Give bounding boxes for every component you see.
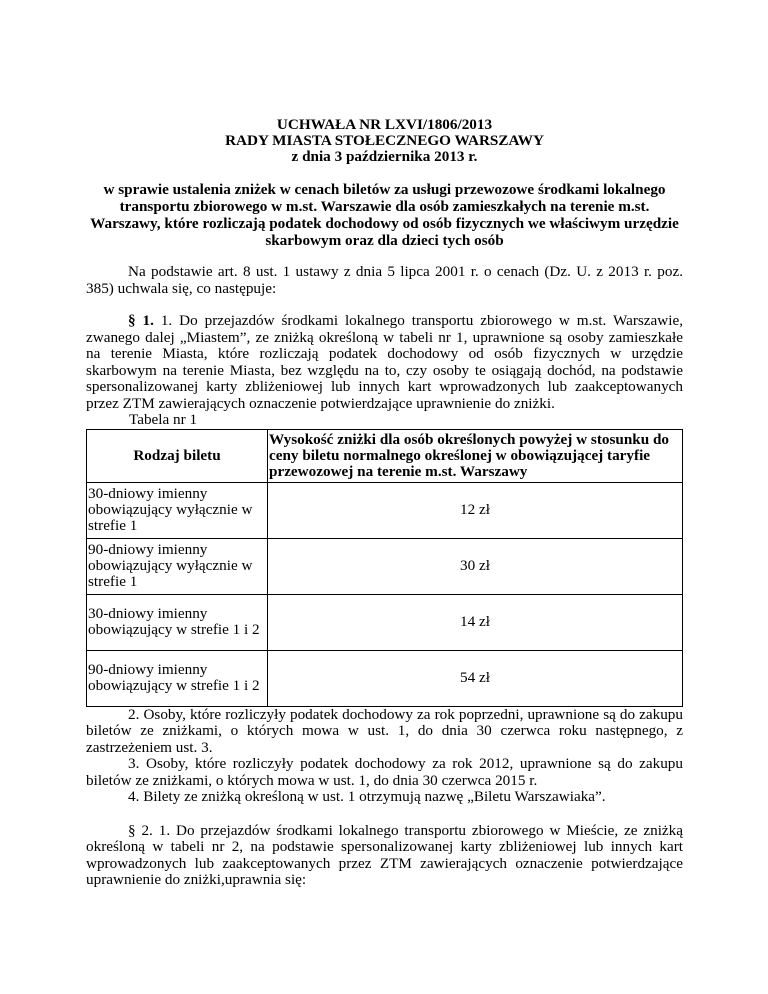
section-2-point-1: [86, 823, 683, 889]
discount-cell: 54 zł: [268, 650, 683, 706]
section-1-point-4: 4. Bilety ze zniżką określoną w ust. 1 otrzymują nazwę „Biletu Warszawiaka”.: [128, 788, 606, 805]
council-name: RADY MIASTA STOŁECZNEGO WARSZAWY: [225, 132, 544, 149]
table-row: [87, 482, 683, 538]
table-row: [87, 538, 683, 594]
section-1-point-2: 2. Osoby, które rozliczyły podatek dochodowy za rok poprzedni, uprawnione są do zakupu biletów ze zniżkami, o których mowa w ust. 1, do dnia 30 czerwca roku następnego, z zastrzeżeniem ust. 3.: [86, 705, 683, 756]
discount-cell: 14 zł: [268, 594, 683, 650]
discount-cell: 30 zł: [268, 538, 683, 594]
ticket-type-cell: 30-dniowy imienny obowiązujący wyłącznie w strefie 1: [87, 482, 268, 538]
section-1-point-1: [86, 313, 683, 412]
section-1-point-3: 3. Osoby, które rozliczyły podatek dochodowy za rok 2012, uprawnione są do zakupu biletów ze zniżkami, o których mowa w ust. 1, do dnia 30 czerwca 2015 r.: [86, 755, 683, 789]
column-header-ticket-type: Rodzaj biletu: [87, 429, 268, 482]
section-1-mark: § 1.: [128, 312, 154, 329]
resolution-subject: w sprawie ustalenia zniżek w cenach biletów za usługi przewozowe środkami lokalnego transportu zbiorowego w m.st. Warszawie dla osób zamieszkałych na terenie m.st. Warszawy, które rozliczają podatek dochodowy od osób fizycznych we właściwym urzędzie skarbowym oraz dla dzieci tych osób: [90, 181, 679, 249]
resolution-number: UCHWAŁA NR LXVI/1806/2013: [276, 116, 493, 133]
section-1-point-1-text: 1. Do przejazdów środkami lokalnego transportu zbiorowego w m.st. Warszawie, zwanego dalej „Miastem”, ze zniżką określoną w tabeli nr 1, uprawnione są osoby zamieszkałe na terenie Miasta, które rozliczają podatek dochodowy od osób fizycznych w urzędzie skarbowym na terenie Miasta, bez względu na to, czy osoby te osiągają dochód, na podstawie spersonalizowanej karty zbliżeniowej lub innych kart wprowadzonych lub zaakceptowanych przez ZTM zawierających oznaczenie potwierdzające uprawnienie do zniżki.: [86, 312, 683, 412]
column-header-discount: Wysokość zniżki dla osób określonych powyżej w stosunku do ceny biletu normalnego określonej w obowiązującej taryfie przewozowej na terenie m.st. Warszawy: [268, 429, 683, 482]
ticket-type-cell: 30-dniowy imienny obowiązujący w strefie 1 i 2: [87, 594, 268, 650]
discount-table: [86, 429, 683, 707]
section-2-mark: § 2.: [128, 821, 153, 839]
table-header-row: [87, 429, 683, 482]
resolution-date: z dnia 3 października 2013 r.: [291, 148, 478, 165]
section-2-point-1-text: 1. Do przejazdów środkami lokalnego transportu zbiorowego w Mieście, ze zniżką określoną w tabeli nr 2, na podstawie spersonalizowanej karty zbliżeniowej lub innych kart wprowadzonych lub zaakceptowanych przez ZTM zawierających oznaczenie potwierdzające uprawnienie do zniżki,uprawnia się:: [86, 821, 683, 888]
document-header: [86, 117, 683, 165]
table-row: [87, 594, 683, 650]
ticket-type-cell: 90-dniowy imienny obowiązujący wyłącznie w strefie 1: [87, 538, 268, 594]
table-row: [87, 650, 683, 706]
legal-basis: Na podstawie art. 8 ust. 1 ustawy z dnia 5 lipca 2001 r. o cenach (Dz. U. z 2013 r. poz. 385) uchwala się, co następuje:: [86, 263, 683, 297]
ticket-type-cell: 90-dniowy imienny obowiązujący w strefie 1 i 2: [87, 650, 268, 706]
table-1-label: Tabela nr 1: [129, 411, 198, 428]
discount-cell: 12 zł: [268, 482, 683, 538]
document-page: [86, 0, 683, 889]
